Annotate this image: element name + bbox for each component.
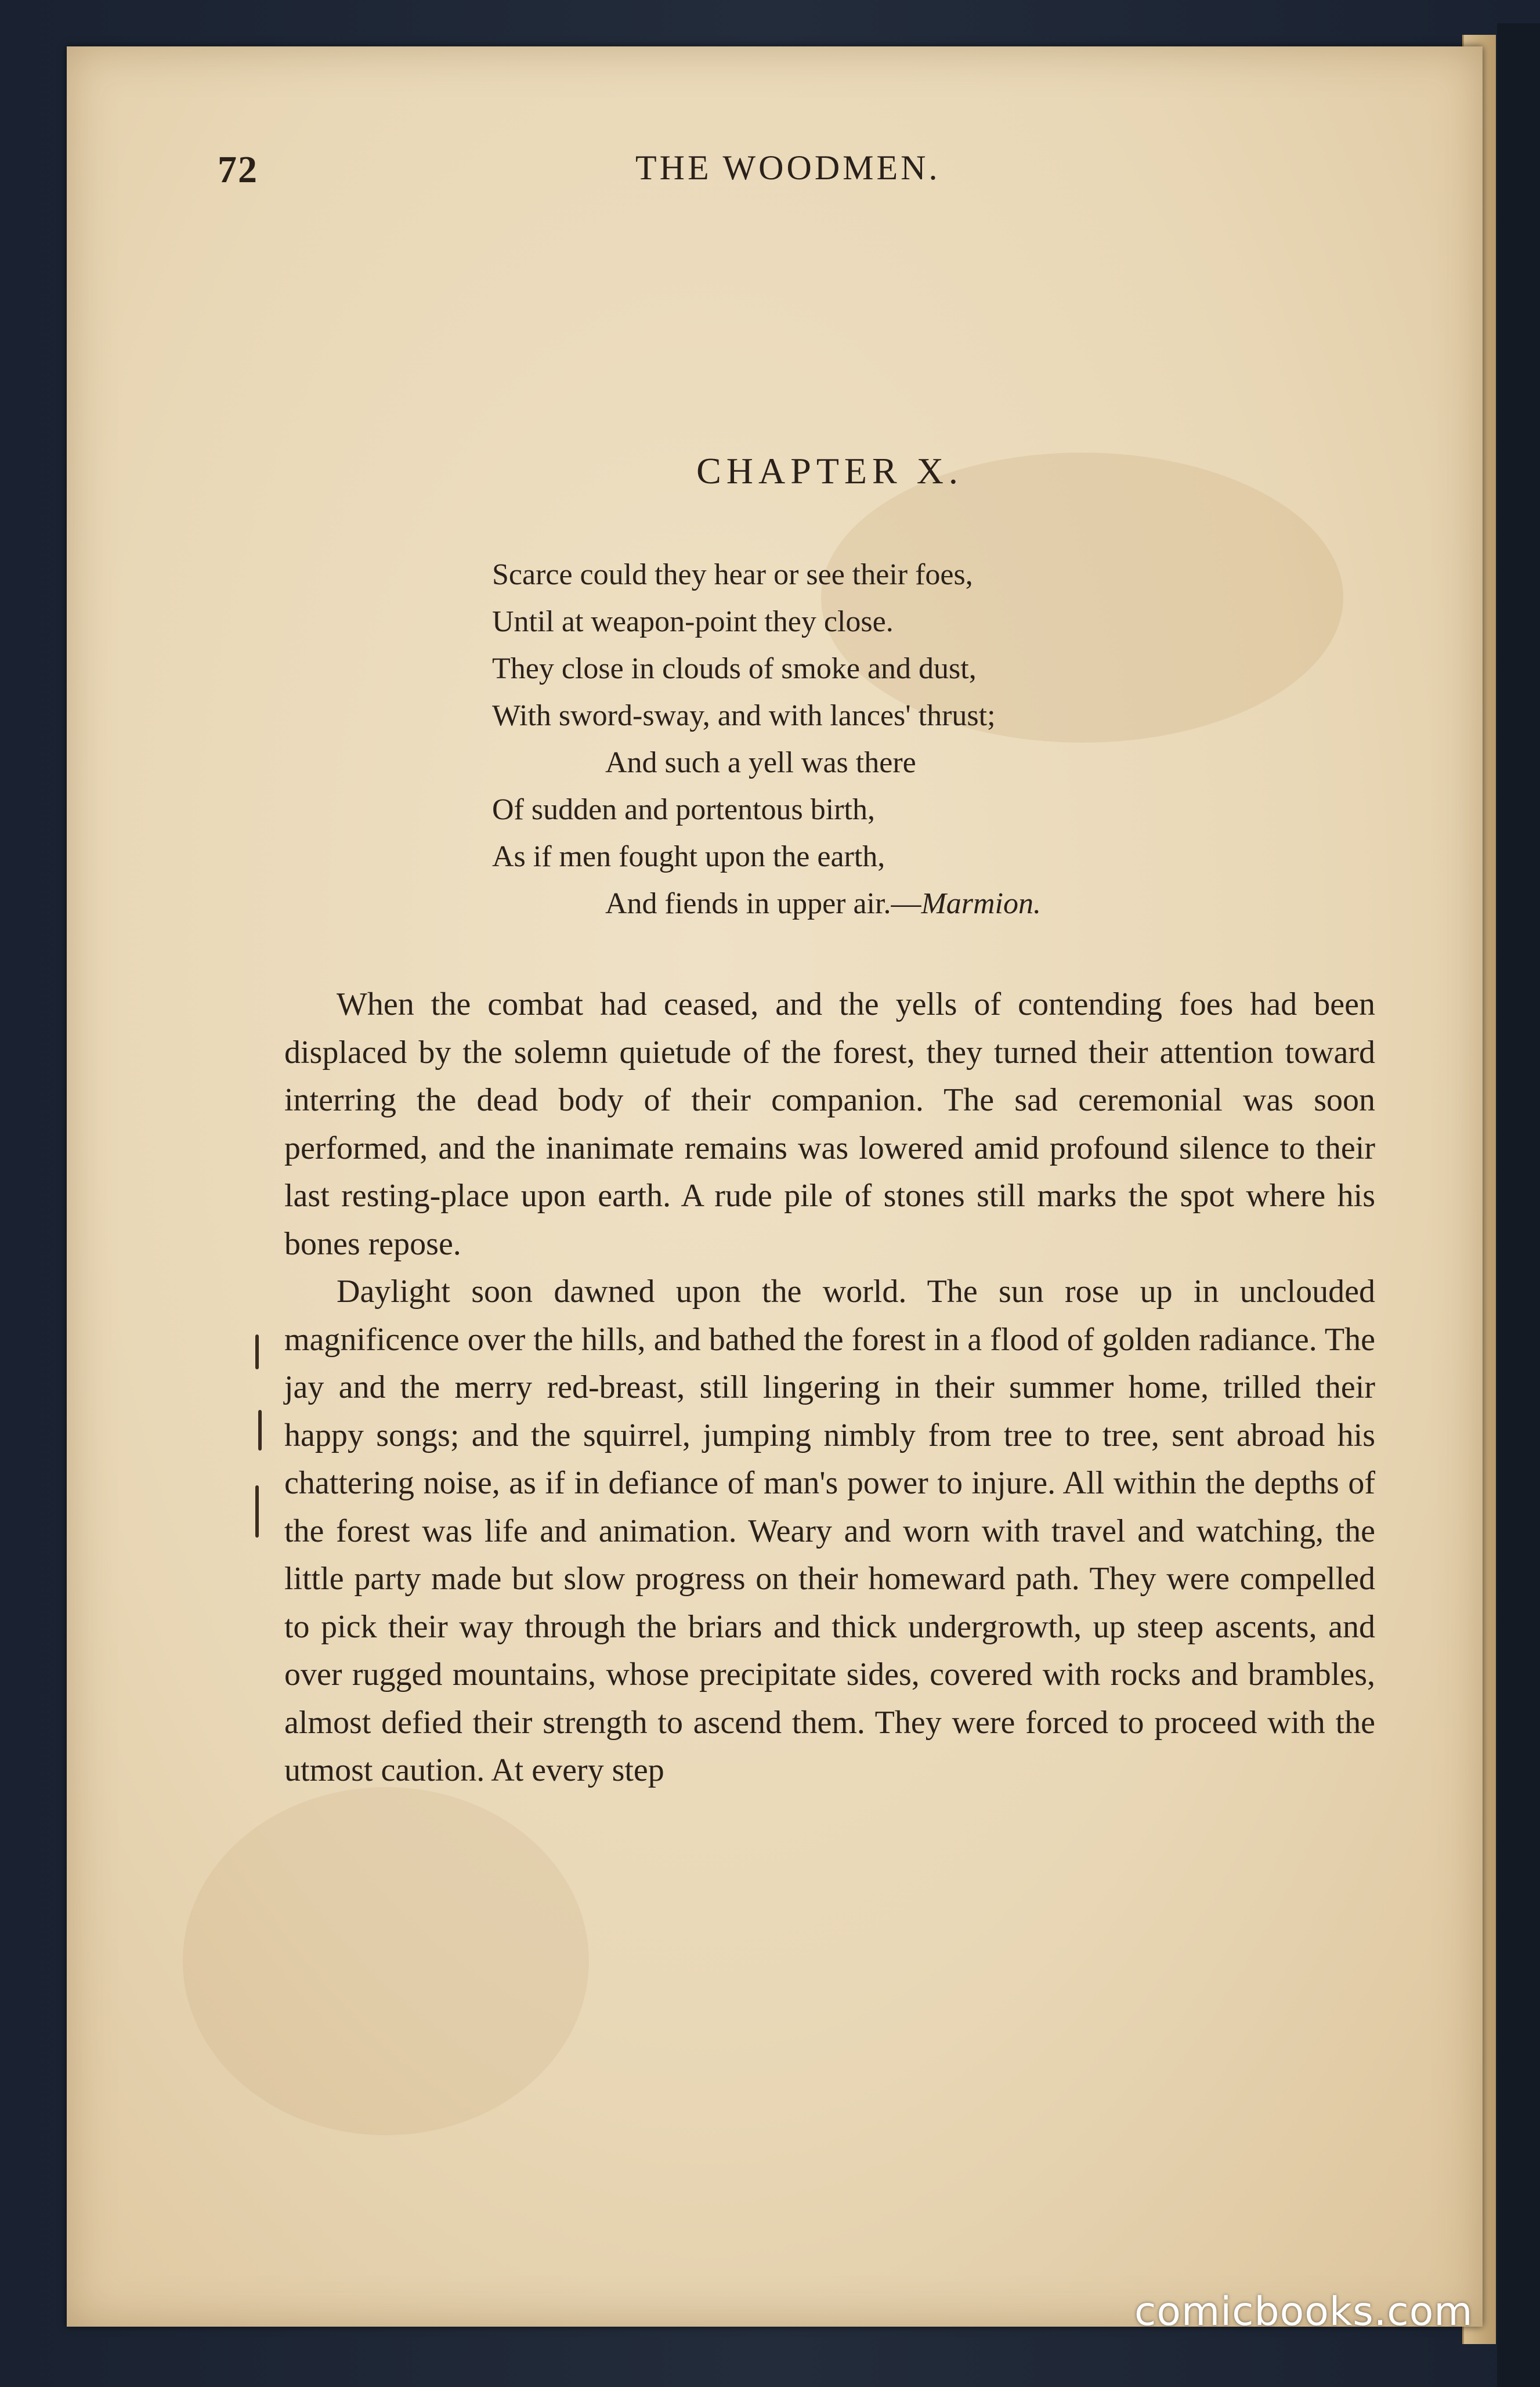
body-paragraph: When the combat had ceased, and the yells of contending foes had been displaced by the solemn quietude of the forest, they turned their attention toward interring the dead body of their companion. The sad ceremonial was soon performed, and the inanimate remains was lowered amid profound silence to their last resting-place upon earth. A rude pile of stones still marks the spot where his bones repose.: [284, 986, 1375, 1262]
margin-mark: [255, 1485, 259, 1538]
epigraph: [492, 551, 1041, 927]
epigraph-line: As if men fought upon the earth,: [492, 840, 885, 873]
epigraph-attribution: Marmion.: [921, 887, 1042, 920]
chapter-title: CHAPTER X.: [696, 450, 963, 491]
epigraph-line: Of sudden and portentous birth,: [492, 793, 876, 826]
epigraph-line: With sword-sway, and with lances' thrust;: [492, 699, 996, 732]
margin-mark: [255, 1334, 259, 1369]
page-number: 72: [218, 149, 258, 191]
epigraph-line: And such a yell was there: [605, 746, 916, 779]
page-header: [218, 148, 1372, 200]
running-title: THE WOODMEN.: [635, 149, 941, 187]
body-text: [284, 981, 1375, 1795]
epigraph-line: And fiends in upper air.—: [605, 887, 921, 920]
watermark: comicbooks.com: [1134, 2289, 1473, 2335]
epigraph-line: Until at weapon-point they close.: [492, 605, 894, 638]
epigraph-last-line: [492, 880, 1041, 927]
epigraph-line: Scarce could they hear or see their foes,: [492, 558, 973, 591]
body-paragraph: Daylight soon dawned upon the world. The sun rose up in unclouded magnificence over the hills, and bathed the forest in a flood of golden radiance. The jay and the merry red-breast, still lingering in their summer home, trilled their happy songs; and the squirrel, jumping nimbly from tree to tree, sent abroad his chattering noise, as if in defiance of man's power to injure. All within the depths of the forest was life and animation. Weary and worn with travel and watching, the little party made but slow progress on their homeward path. They were compelled to pick their way through the briars and thick undergrowth, up steep ascents, and over rugged mountains, whose precipitate sides, covered with rocks and brambles, almost defied their strength to ascend them. They were forced to proceed with the utmost caution. At every step: [284, 1274, 1375, 1788]
paper-stain: [183, 1787, 589, 2135]
book-binding: [1497, 23, 1540, 2387]
margin-mark: [258, 1410, 262, 1451]
epigraph-line: They close in clouds of smoke and dust,: [492, 652, 977, 685]
